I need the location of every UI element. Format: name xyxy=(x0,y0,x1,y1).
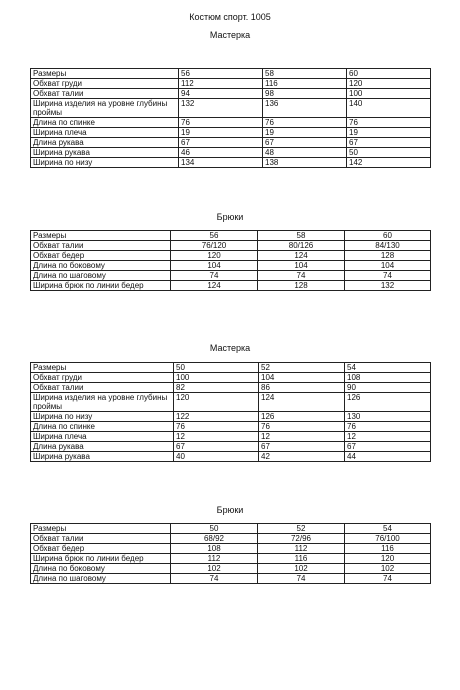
cell: 74 xyxy=(258,271,345,281)
cell: 74 xyxy=(258,574,345,584)
cell: 56 xyxy=(171,231,258,241)
cell: 102 xyxy=(258,564,345,574)
row-label: Размеры xyxy=(31,69,179,79)
cell: 120 xyxy=(345,554,431,564)
cell: 128 xyxy=(258,281,345,291)
cell: 50 xyxy=(347,148,431,158)
cell: 120 xyxy=(174,393,259,412)
table-row xyxy=(31,524,431,534)
table-row xyxy=(31,241,431,251)
row-label: Обхват талии xyxy=(31,383,174,393)
cell: 140 xyxy=(347,99,431,118)
cell: 104 xyxy=(259,373,345,383)
table-row xyxy=(31,89,431,99)
table-heading-jacket-2: Мастерка xyxy=(209,343,251,353)
cell: 19 xyxy=(347,128,431,138)
row-label: Длина по боковому xyxy=(31,261,171,271)
row-label: Ширина изделия на уровне глубины проймы xyxy=(31,393,174,412)
cell: 76 xyxy=(259,422,345,432)
row-label: Ширина рукава xyxy=(31,148,179,158)
cell: 54 xyxy=(345,363,431,373)
cell: 58 xyxy=(258,231,345,241)
cell: 108 xyxy=(345,373,431,383)
table-row xyxy=(31,442,431,452)
cell: 116 xyxy=(263,79,347,89)
cell: 76 xyxy=(174,422,259,432)
cell: 112 xyxy=(179,79,263,89)
cell: 12 xyxy=(345,432,431,442)
row-label: Длина рукава xyxy=(31,138,179,148)
cell: 72/96 xyxy=(258,534,345,544)
cell: 56 xyxy=(179,69,263,79)
cell: 126 xyxy=(345,393,431,412)
row-label: Обхват груди xyxy=(31,373,174,383)
row-label: Длина по спинке xyxy=(31,422,174,432)
cell: 132 xyxy=(345,281,431,291)
cell: 104 xyxy=(345,261,431,271)
cell: 136 xyxy=(263,99,347,118)
cell: 134 xyxy=(179,158,263,168)
size-table-jacket-1 xyxy=(30,68,431,168)
table-row xyxy=(31,281,431,291)
table-heading-jacket-1: Мастерка xyxy=(209,30,251,40)
cell: 76/100 xyxy=(345,534,431,544)
cell: 124 xyxy=(258,251,345,261)
cell: 76 xyxy=(347,118,431,128)
cell: 80/126 xyxy=(258,241,345,251)
cell: 67 xyxy=(179,138,263,148)
table-row xyxy=(31,99,431,118)
cell: 67 xyxy=(259,442,345,452)
cell: 12 xyxy=(174,432,259,442)
table-row xyxy=(31,158,431,168)
cell: 100 xyxy=(174,373,259,383)
row-label: Обхват талии xyxy=(31,241,171,251)
cell: 19 xyxy=(179,128,263,138)
cell: 130 xyxy=(345,412,431,422)
cell: 112 xyxy=(171,554,258,564)
table-row xyxy=(31,79,431,89)
table-row xyxy=(31,138,431,148)
cell: 54 xyxy=(345,524,431,534)
row-label: Длина по шаговому xyxy=(31,574,171,584)
cell: 124 xyxy=(171,281,258,291)
cell: 67 xyxy=(263,138,347,148)
row-label: Длина по боковому xyxy=(31,564,171,574)
cell: 128 xyxy=(345,251,431,261)
cell: 84/130 xyxy=(345,241,431,251)
row-label: Длина по шаговому xyxy=(31,271,171,281)
table-row xyxy=(31,148,431,158)
cell: 126 xyxy=(259,412,345,422)
table-row xyxy=(31,271,431,281)
cell: 76 xyxy=(179,118,263,128)
cell: 102 xyxy=(171,564,258,574)
cell: 52 xyxy=(258,524,345,534)
cell: 68/92 xyxy=(171,534,258,544)
row-label: Ширина рукава xyxy=(31,452,174,462)
cell: 104 xyxy=(258,261,345,271)
cell: 108 xyxy=(171,544,258,554)
cell: 82 xyxy=(174,383,259,393)
table-row xyxy=(31,363,431,373)
cell: 50 xyxy=(171,524,258,534)
cell: 74 xyxy=(345,271,431,281)
cell: 102 xyxy=(345,564,431,574)
cell: 40 xyxy=(174,452,259,462)
row-label: Длина по спинке xyxy=(31,118,179,128)
size-table-jacket-2 xyxy=(30,362,431,462)
cell: 52 xyxy=(259,363,345,373)
cell: 104 xyxy=(171,261,258,271)
cell: 76 xyxy=(263,118,347,128)
row-label: Ширина плеча xyxy=(31,432,174,442)
size-table-pants-1 xyxy=(30,230,431,291)
cell: 74 xyxy=(171,271,258,281)
row-label: Обхват талии xyxy=(31,534,171,544)
cell: 86 xyxy=(259,383,345,393)
size-table-pants-2 xyxy=(30,523,431,584)
table-row xyxy=(31,261,431,271)
cell: 112 xyxy=(258,544,345,554)
document-title: Костюм спорт. 1005 xyxy=(189,12,271,22)
cell: 60 xyxy=(345,231,431,241)
table-row xyxy=(31,554,431,564)
row-label: Ширина изделия на уровне глубины проймы xyxy=(31,99,179,118)
cell: 67 xyxy=(174,442,259,452)
row-label: Размеры xyxy=(31,363,174,373)
row-label: Размеры xyxy=(31,524,171,534)
table-row xyxy=(31,574,431,584)
cell: 50 xyxy=(174,363,259,373)
row-label: Размеры xyxy=(31,231,171,241)
row-label: Ширина брюк по линии бедер xyxy=(31,281,171,291)
cell: 12 xyxy=(259,432,345,442)
table-row xyxy=(31,452,431,462)
row-label: Обхват талии xyxy=(31,89,179,99)
cell: 120 xyxy=(171,251,258,261)
row-label: Ширина по низу xyxy=(31,412,174,422)
row-label: Обхват бедер xyxy=(31,544,171,554)
cell: 46 xyxy=(179,148,263,158)
row-label: Обхват бедер xyxy=(31,251,171,261)
cell: 60 xyxy=(347,69,431,79)
cell: 132 xyxy=(179,99,263,118)
row-label: Ширина по низу xyxy=(31,158,179,168)
table-row xyxy=(31,383,431,393)
cell: 98 xyxy=(263,89,347,99)
cell: 67 xyxy=(347,138,431,148)
table-row xyxy=(31,564,431,574)
cell: 138 xyxy=(263,158,347,168)
cell: 19 xyxy=(263,128,347,138)
cell: 74 xyxy=(345,574,431,584)
cell: 120 xyxy=(347,79,431,89)
cell: 124 xyxy=(259,393,345,412)
table-row xyxy=(31,393,431,412)
row-label: Ширина плеча xyxy=(31,128,179,138)
table-row xyxy=(31,128,431,138)
row-label: Обхват груди xyxy=(31,79,179,89)
table-heading-pants-2: Брюки xyxy=(216,505,244,515)
cell: 58 xyxy=(263,69,347,79)
table-row xyxy=(31,118,431,128)
cell: 67 xyxy=(345,442,431,452)
table-row xyxy=(31,373,431,383)
row-label: Ширина брюк по линии бедер xyxy=(31,554,171,564)
table-row xyxy=(31,422,431,432)
table-row xyxy=(31,231,431,241)
table-row xyxy=(31,432,431,442)
table-row xyxy=(31,412,431,422)
cell: 116 xyxy=(345,544,431,554)
cell: 44 xyxy=(345,452,431,462)
cell: 74 xyxy=(171,574,258,584)
row-label: Длина рукава xyxy=(31,442,174,452)
cell: 100 xyxy=(347,89,431,99)
cell: 76 xyxy=(345,422,431,432)
cell: 94 xyxy=(179,89,263,99)
cell: 122 xyxy=(174,412,259,422)
cell: 142 xyxy=(347,158,431,168)
table-row xyxy=(31,251,431,261)
cell: 90 xyxy=(345,383,431,393)
table-row xyxy=(31,534,431,544)
table-heading-pants-1: Брюки xyxy=(216,212,244,222)
cell: 42 xyxy=(259,452,345,462)
table-row xyxy=(31,69,431,79)
cell: 76/120 xyxy=(171,241,258,251)
cell: 116 xyxy=(258,554,345,564)
table-row xyxy=(31,544,431,554)
cell: 48 xyxy=(263,148,347,158)
